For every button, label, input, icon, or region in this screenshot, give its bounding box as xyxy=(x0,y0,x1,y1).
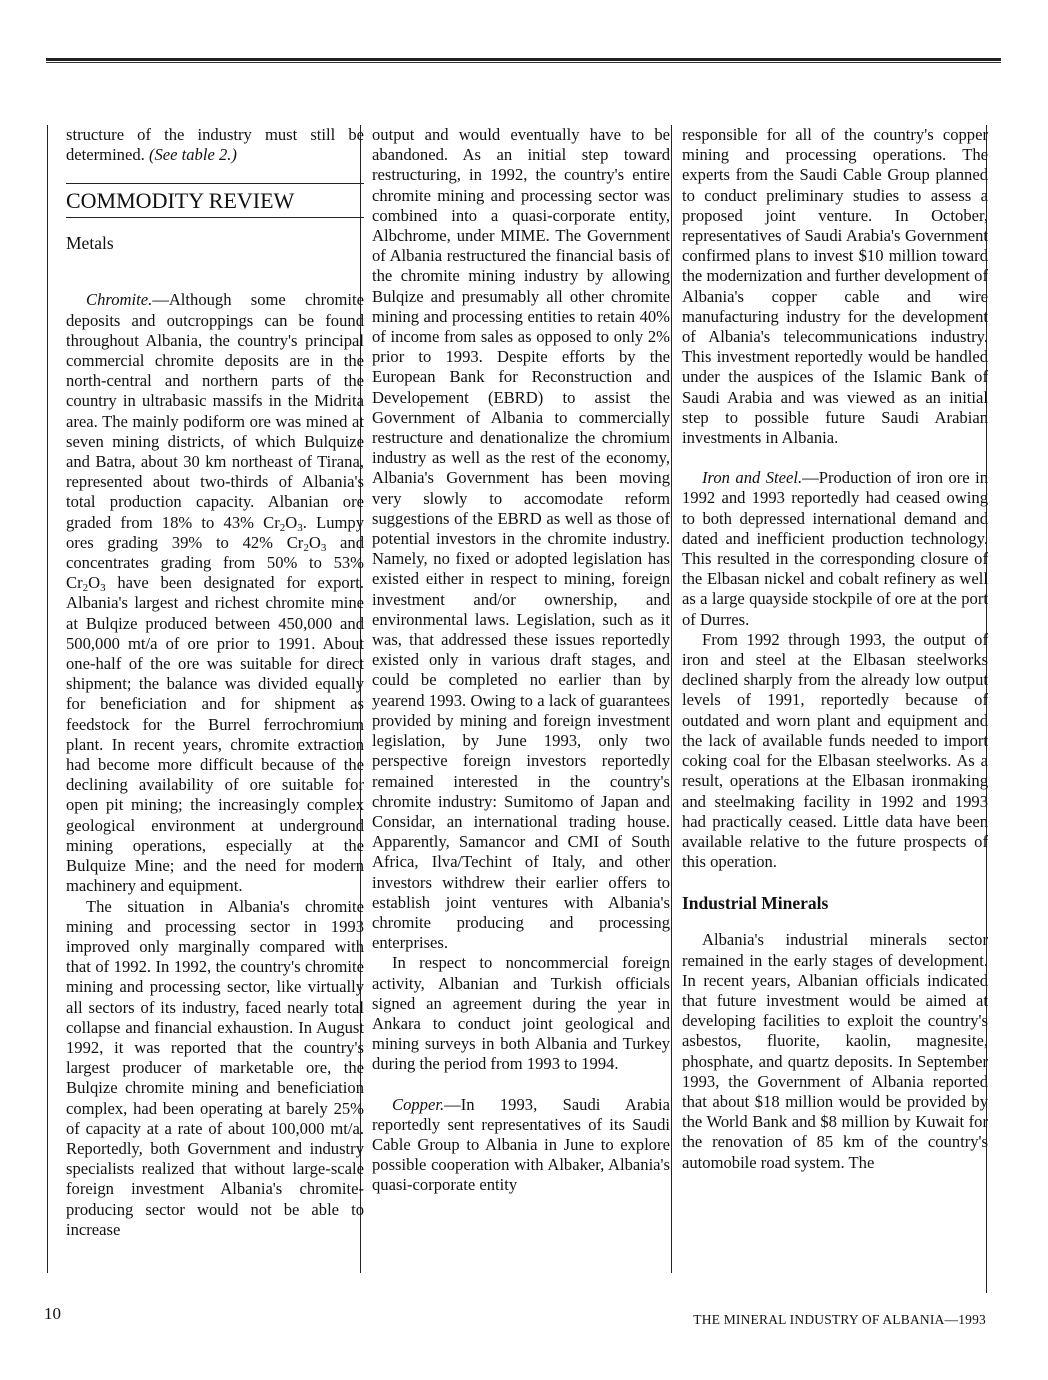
subscript-2: 2 xyxy=(279,521,286,534)
section-title: COMMODITY REVIEW xyxy=(66,183,364,218)
intro-paragraph xyxy=(66,125,364,165)
chromite-paragraph-2: The situation in Albania's chromite mining and processing sector in 1993 improved only marginally compared with that of 1992. In 1992, the country's chromite mining and processing sector, like virtually all sectors of its industry, faced nearly total collapse and financial exhaustion. In August 1992, it was reported that the country's largest producer of marketable ore, the Bulqize chromite mining and beneficiation complex, had been operating at barely 25% of capacity at a rate of about 100,000 mt/a. Reportedly, both Government and industry specialists realized that without large-scale foreign investment Albania's chromite-producing sector would not be able to increase xyxy=(66,896,364,1239)
metals-heading: Metals xyxy=(66,233,114,254)
column-rule-center-right xyxy=(671,125,672,1273)
column-1 xyxy=(66,125,364,1280)
intro-text: structure of the industry must still be determined. xyxy=(66,125,364,165)
subscript-3: 3 xyxy=(297,521,303,534)
chromite-text-c: and concentrates grading from 50% to 53% Cr xyxy=(66,532,364,593)
iron-steel-paragraph-2: From 1992 through 1993, the output of iron and steel at the Elbasan steelworks declined sharply from the already low output levels of 1991, reportedly because of outdated and worn plant and equipment and the lack of available funds needed to import coking coal for the Elbasan steelworks. As a result, operations at the Elbasan ironmaking and steelmaking facility in 1992 and 1993 had practically ceased. Little data have been available relative to the future prospects of this operation. xyxy=(682,629,988,872)
spacer xyxy=(682,448,988,468)
chromite-paragraph-1 xyxy=(66,290,364,896)
industrial-minerals-paragraph: Albania's industrial minerals sector remained in the early stages of development. In recent years, Albanian officials indicated that future investment would be aimed at developing facilities to exploit the country's asbestos, fluorite, kaolin, magnesite, phosphate, and quartz deposits. In September 1993, the Government of Albania reported that about $18 million would be provided by the World Bank and $8 million by Kuwait for the renovation of 85 km of the country's automobile road system. The xyxy=(682,930,988,1172)
running-footer: THE MINERAL INDUSTRY OF ALBANIA—1993 xyxy=(693,1312,986,1327)
column-3 xyxy=(682,125,988,1280)
oxygen-symbol: O xyxy=(285,512,298,532)
copper-text: —In 1993, Saudi Arabia reportedly sent representatives of its Saudi Cable Group to Albania in June to explore possible cooperation with Albaker, Albania's quasi-corporate entity xyxy=(372,1094,670,1195)
copper-paragraph xyxy=(372,1095,670,1196)
header-rule xyxy=(46,58,1001,61)
subscript-2: 2 xyxy=(82,582,89,595)
industrial-minerals-heading: Industrial Minerals xyxy=(682,893,829,914)
noncommercial-paragraph: In respect to noncommercial foreign activity, Albanian and Turkish officials signed an agreement during the year in Ankara to conduct joint geological and mining surveys in both Albania and Turkey during the period from 1993 to 1994. xyxy=(372,953,670,1074)
chromite-label: Chromite. xyxy=(86,290,153,310)
oxygen-symbol: O xyxy=(88,573,101,593)
iron-steel-text: —Production of iron ore in 1992 and 1993 reportedly had ceased owing to both depressed international demand and dated and inefficient production technology. This resulted in the corresponding closure of the Elbasan nickel and cobalt refinery as well as a large quayside stockpile of ore at the port of Durres. xyxy=(682,468,988,629)
subscript-2: 2 xyxy=(303,541,309,554)
iron-steel-paragraph-1 xyxy=(682,468,988,630)
chromite-continued-paragraph: output and would eventually have to be abandoned. As an initial step toward restructuring, in 1992, the country's entire chromite mining and processing sector was combined into a quasi-corporate entity, Albchrome, under MIME. The Government of Albania restructured the financial basis of the chromite mining industry by allowing Bulqize and presumably all other chromite mining and processing entities to retain 40% of income from sales as opposed to only 2% prior to 1993. Despite efforts by the European Bank for Reconstruction and Developement (EBRD) to assist the Government of Albania to commercially restructure and denationalize the chromium industry as well as the rest of the economy, Albania's Government has been moving very slowly to accomodate reform suggestions of the EBRD as well as those of potential investors in the chromite industry. Namely, no fixed or adopted legislation has existed either in respect to mining, foreign investment and/or ownership, and environmental laws. Legislation, such as it was, that addressed these issues reportedly existed only in various draft stages, and could be completed no earlier than by yearend 1993. Owing to a lack of guarantees provided by mining and foreign investment legislation, by June 1993, only two perspective foreign investors reportedly remained interested in the country's chromite industry: Sumitomo of Japan and Considar, an international trading house. Apparently, Samancor and CMI of South Africa, Ilva/Techint of Italy, and other investors withdrew their earlier offers to establish joint ventures with Albania's chromite producing and processing enterprises. xyxy=(372,125,670,953)
chromite-text-b: . Lumpy ores grading 39% to 42% Cr xyxy=(66,512,364,552)
iron-steel-label: Iron and Steel. xyxy=(702,468,803,488)
copper-label: Copper. xyxy=(392,1094,445,1114)
page-number: 10 xyxy=(44,1304,61,1323)
oxygen-symbol: O xyxy=(308,532,321,552)
spacer xyxy=(66,270,364,290)
chromite-text-d: have been designated for export. Albania's largest and richest chromite mine at Bulqize produced between 450,000 and 500,000 mt/a of ore prior to 1991. About one-half of the ore was suitable for direct shipment; the balance was divided equally for beneficiation and for shipment as feedstock for the Burrel ferrochromium plant. In recent years, chromite extraction had become more difficult because of the declining availability of ore suitable for open pit mining; the increasingly complex geological environment at underground mining operations, especially at the Bulquize Mine; and the need for modern machinery and equipment. xyxy=(66,573,364,896)
copper-continued-paragraph: responsible for all of the country's copper mining and processing operations. The experts from the Saudi Cable Group planned to conduct preliminary studies to assess a proposed joint venture. In October, representatives of Saudi Arabia's Government confirmed plans to invest $10 million toward the modernization and further development of Albania's copper cable and wire manufacturing industry for the development of Albania's telecommunications industry. This investment reportedly would be handled under the auspices of the Islamic Bank of Saudi Arabia and was viewed as an initial step to possible future Saudi Arabian investments in Albania. xyxy=(682,125,988,448)
subscript-3: 3 xyxy=(100,582,106,595)
column-rule-left xyxy=(47,125,48,1273)
column-2 xyxy=(372,125,670,1280)
spacer xyxy=(372,1075,670,1095)
table-reference: (See table 2.) xyxy=(148,145,237,165)
chromite-text-a: —Although some chromite deposits and outcroppings can be found throughout Albania, the country's principal commercial chromite deposits are in the north-central and northern parts of the country in ultrabasic massifs in the Midrita area. The mainly podiform ore was mined at seven mining districts, of which Bulquize and Batra, about 30 km northeast of Tirana, represented about two-thirds of Albania's total production capacity. Albanian ore graded from 18% to 43% Cr xyxy=(66,290,364,532)
subscript-3: 3 xyxy=(320,541,327,554)
